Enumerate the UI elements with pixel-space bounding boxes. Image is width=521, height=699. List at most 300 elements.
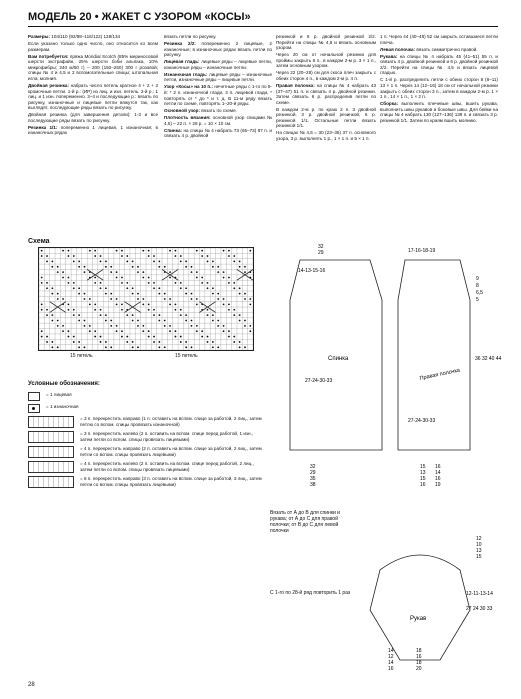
- purl-dot: [46, 261, 48, 263]
- sleeve-bottom-num: 20: [416, 666, 422, 672]
- purl-dot: [100, 287, 102, 289]
- purl-dot: [73, 336, 75, 338]
- purl-dot: [249, 330, 251, 332]
- purl-dot: [126, 336, 128, 338]
- purl-dot: [126, 255, 128, 257]
- purl-dot: [228, 255, 230, 257]
- col4-para: [380, 77, 498, 99]
- purl-dot: [94, 309, 96, 311]
- front-num: 8: [476, 283, 479, 289]
- purl-dot: [110, 271, 112, 273]
- para-heading: Спинка:: [164, 127, 184, 133]
- para-text: на спицы № 4 набрать 45 (41–51) 55 п. и связать 4 р. двойной резинкой и 6 р. двойной резинкой 2/2. Перейти на спицы № 4,5 и вязать лицевой гладью.: [380, 53, 498, 76]
- purl-dot: [105, 266, 107, 268]
- front-bottom-num: 13: [420, 470, 426, 476]
- purl-dot: [201, 277, 203, 279]
- col1-para: [28, 112, 158, 123]
- purl-dot: [73, 314, 75, 316]
- purl-dot: [57, 346, 59, 348]
- purl-dot: [158, 287, 160, 289]
- purl-dot: [73, 282, 75, 284]
- purl-dot: [180, 309, 182, 311]
- purl-dot: [158, 314, 160, 316]
- purl-dot: [41, 336, 43, 338]
- purl-dot: [196, 325, 198, 327]
- purl-dot: [68, 277, 70, 279]
- purl-dot: [228, 336, 230, 338]
- purl-dot: [132, 266, 134, 268]
- purl-dot: [94, 250, 96, 252]
- para-text: на спицы № 4 набрать 73 (65–73) 87 п. и связать 4 р. двойной: [164, 127, 272, 139]
- purl-dot: [207, 261, 209, 263]
- purl-dot: [239, 266, 241, 268]
- purl-dot: [78, 346, 80, 348]
- legend-item: [28, 416, 264, 428]
- para-text: Двойная резинка (для завершения детали): 1-3 и все последующие ряды вязать по рисунку.: [28, 112, 158, 123]
- purl-dot: [142, 325, 144, 327]
- purl-dot: [191, 298, 193, 300]
- purl-dot: [57, 293, 59, 295]
- para-text: Если указано только одно число, оно относится ко всем размерам.: [28, 40, 158, 52]
- col2-para: [164, 84, 272, 106]
- purl-dot: [132, 346, 134, 348]
- purl-dot: [68, 309, 70, 311]
- purl-dot: [217, 271, 219, 273]
- back-bottom3: 35: [310, 476, 316, 482]
- col3-para: [276, 130, 376, 141]
- purl-dot: [142, 277, 144, 279]
- purl-dot: [110, 325, 112, 327]
- purl-dot: [46, 336, 48, 338]
- col1-para: [28, 34, 158, 40]
- purl-dot: [126, 282, 128, 284]
- back-top2: 29: [318, 250, 324, 256]
- purl-dot: [217, 320, 219, 322]
- back-width: 27-24-30-33: [305, 378, 333, 384]
- col1-para: [28, 83, 158, 111]
- front-bottom-num: 15: [420, 464, 426, 470]
- purl-dot: [51, 293, 53, 295]
- purl-dot: [57, 320, 59, 322]
- purl-dot: [249, 325, 251, 327]
- para-heading: Размеры:: [28, 34, 52, 39]
- purl-dot: [41, 250, 43, 252]
- purl-dot: [94, 336, 96, 338]
- purl-dot: [100, 336, 102, 338]
- purl-dot: [57, 298, 59, 300]
- back-bottom2: 29: [310, 470, 316, 476]
- purl-dot: [89, 298, 91, 300]
- para-heading: Изнаночная гладь:: [164, 71, 210, 77]
- schematic-note2: [270, 590, 355, 620]
- legend-item: [28, 461, 264, 473]
- schematics: [270, 240, 510, 680]
- col1-para: [28, 125, 158, 136]
- purl-dot: [78, 266, 80, 268]
- purl-dot: [137, 325, 139, 327]
- purl-dot: [164, 320, 166, 322]
- legend-item: [28, 404, 264, 413]
- sleeve-num: 10: [476, 542, 482, 548]
- knitting-chart-grid: [39, 248, 253, 350]
- purl-dot: [169, 250, 171, 252]
- col2-para: [164, 115, 272, 126]
- purl-dot: [217, 346, 219, 348]
- purl-dot: [84, 266, 86, 268]
- para-heading: Правая полочка:: [276, 82, 317, 88]
- purl-dot: [233, 341, 235, 343]
- purl-dot: [207, 282, 209, 284]
- purl-dot: [175, 250, 177, 252]
- purl-dot: [142, 250, 144, 252]
- purl-dot: [153, 314, 155, 316]
- purl-dot: [62, 277, 64, 279]
- legend-text: = 1 изнаночная: [46, 404, 79, 409]
- front-width: 27-24-30-33: [408, 418, 436, 424]
- purl-dot: [78, 287, 80, 289]
- purl-dot: [142, 298, 144, 300]
- purl-dot: [153, 282, 155, 284]
- purl-dot: [212, 261, 214, 263]
- purl-dot: [68, 255, 70, 257]
- purl-dot: [73, 261, 75, 263]
- purl-dot: [116, 277, 118, 279]
- purl-dot: [73, 341, 75, 343]
- front-top: 17-16-18-19: [408, 248, 436, 254]
- purl-dot: [185, 266, 187, 268]
- purl-dot: [137, 293, 139, 295]
- purl-dot: [164, 293, 166, 295]
- purl-dot: [175, 330, 177, 332]
- purl-dot: [116, 303, 118, 305]
- purl-dot: [105, 293, 107, 295]
- purl-dot: [68, 250, 70, 252]
- para-text: на спицы № 4 набрать 43 (37–47) 51 п. и связать 4 р. двойной резинки. Затем связать 6 р. распределив петли по схеме.: [276, 82, 377, 105]
- purl-dot: [201, 336, 203, 338]
- purl-dot: [207, 255, 209, 257]
- purl-dot: [223, 325, 225, 327]
- purl-dot: [137, 298, 139, 300]
- purl-dot: [100, 261, 102, 263]
- purl-dot: [121, 330, 123, 332]
- para-text: набрать число петель кратное 4 + 2 + 2 кромочные петли. 1-й р.: (ИР) из лиц. и изн. петель. 2-й р.: 1 лиц. и 1 изн. попеременно. 3–4 и последующие р.: вязать по рисунку, изнаночные и лицевые петли вяжутся так, как выглядят, последующие ряды вязать по рисунку.: [28, 82, 159, 111]
- purl-dot: [68, 330, 70, 332]
- purl-dot: [84, 320, 86, 322]
- sleeve-bottom-num: 18: [416, 660, 422, 666]
- sleeve-num: 13: [476, 548, 482, 554]
- purl-dot: [116, 298, 118, 300]
- para-text: На спицах № 4,5 = 30 (23–35) 37 п. основного узора, 3 р. выполнять 1 р., 1 × 1 п. и 5 × 1 п.: [276, 130, 376, 142]
- purl-dot: [94, 330, 96, 332]
- purl-dot: [142, 330, 144, 332]
- purl-dot: [212, 266, 214, 268]
- purl-dot: [46, 314, 48, 316]
- purl-dot: [142, 271, 144, 273]
- purl-dot: [84, 271, 86, 273]
- purl-dot: [148, 250, 150, 252]
- purl-dot: [158, 346, 160, 348]
- purl-dot: [164, 298, 166, 300]
- para-text: основной узор спицами № 4,5) – 22 п. × 28 р. = 10 × 10 см.: [164, 115, 272, 126]
- knitting-chart: [38, 247, 254, 351]
- purl-dot: [110, 298, 112, 300]
- para-text: выполнить плечевые швы, вшить рукава, выполнить швы рукавов и боковые швы. Для бейки на спицы № 4 набрать 130 (127–136) 139 п. и связать 3 р. резинкой 1/1. Затем по краям вшить молнию.: [380, 101, 498, 123]
- purl-dot: [148, 277, 150, 279]
- purl-dot: [228, 303, 230, 305]
- purl-dot: [207, 336, 209, 338]
- purl-dot: [175, 303, 177, 305]
- purl-dot: [228, 250, 230, 252]
- purl-dot: [105, 261, 107, 263]
- para-heading: Левая полочка:: [380, 46, 417, 52]
- purl-dot: [175, 309, 177, 311]
- purl-dot: [185, 314, 187, 316]
- purl-dot: [126, 261, 128, 263]
- purl-dot: [105, 287, 107, 289]
- schematic-note: [270, 510, 355, 600]
- col3-para: [276, 83, 376, 105]
- purl-dot: [228, 330, 230, 332]
- purl-dot: [46, 255, 48, 257]
- purl-dot: [62, 298, 64, 300]
- purl-dot: [46, 282, 48, 284]
- purl-dot: [41, 330, 43, 332]
- purl-dot: [158, 293, 160, 295]
- para-text: пряжа Mondial Scotch (85% мериносовой шерсти экстрафайн, 25% шерсти бэби альпака, 10% микрофибры; 240 м/50 г) – 200 (150–250) 300 г розовой; спицы № 4 и 4,5 и 2 вспомогательные спицы; штопальная игла; молния.: [28, 53, 158, 81]
- para-text: Через 22 (20–28) см для скоса плеч закрыть с обеих сторон 4 п., в каждом 2-м р. 4 п.: [276, 70, 376, 81]
- col2-para: [164, 34, 272, 40]
- sleeve-bottom2-num: 14: [388, 648, 394, 654]
- purl-dot: [51, 341, 53, 343]
- para-heading: Основной узор:: [164, 108, 202, 114]
- front-bottom2-num: 16: [435, 464, 441, 470]
- purl-dot: [84, 293, 86, 295]
- purl-dot: [116, 330, 118, 332]
- purl-dot: [233, 287, 235, 289]
- purl-dot: [169, 325, 171, 327]
- purl-dot: [105, 346, 107, 348]
- purl-dot: [244, 320, 246, 322]
- front-bottom-num: 15: [420, 476, 426, 482]
- purl-dot: [180, 282, 182, 284]
- purl-dot: [68, 303, 70, 305]
- purl-dot: [62, 250, 64, 252]
- para-text: Через 20 см от начальной резинки для проймы закрыть 6 п., в каждом 2-м р. 3 × 1 п., затем основным узором.: [276, 52, 376, 69]
- page-number: 28: [28, 682, 35, 688]
- legend-symbol-icon: [28, 404, 40, 413]
- purl-dot: [100, 314, 102, 316]
- schematic-note2-text: С 1-го по 28-й ряд повторить 1 раз: [270, 590, 351, 596]
- purl-dot: [105, 314, 107, 316]
- purl-dot: [68, 336, 70, 338]
- purl-dot: [153, 336, 155, 338]
- col4-para: [380, 47, 498, 53]
- col3-para: [276, 70, 376, 81]
- para-text: резинкой и 6 р. двойной резинкой 2/2. Перейти на спицы № 4,5 и вязать основным узором.: [276, 34, 376, 51]
- back-top1: 32: [318, 244, 324, 250]
- front-num: 9: [476, 276, 479, 282]
- para-text: 104/110 (92/98–116/122) 128/134: [51, 34, 121, 39]
- para-text: В каждом 2-м р. по краю 2 п. 3 двойной резинкой, 3 р. двойной резинкой, 6 р. резинкой 1/1. Остальные петли вязать резинкой 1/1.: [276, 106, 376, 129]
- purl-dot: [158, 341, 160, 343]
- purl-dot: [196, 277, 198, 279]
- para-text: С 1-й р. распределить петли с обеих сторон 8 (8–11) 13 × 1 п. Через 14 (12–16) 18 см от начальной резинки закрыть с обеих сторон 3 п., затем в каждом 2-м р. 1 × 1 п., 14 × 1 п., 1 × 2 п.: [380, 77, 498, 100]
- legend-title: Условные обозначения:: [28, 381, 100, 387]
- purl-dot: [233, 255, 235, 257]
- front-side: 36 32 40 44: [475, 356, 502, 362]
- back-bottom4: 38: [310, 482, 316, 488]
- purl-dot: [57, 271, 59, 273]
- para-heading: Сборка:: [380, 101, 402, 107]
- purl-dot: [196, 330, 198, 332]
- purl-dot: [110, 266, 112, 268]
- sleeve-bottom-num: 16: [416, 654, 422, 660]
- purl-dot: [121, 309, 123, 311]
- front-bottom2-num: 14: [435, 470, 441, 476]
- purl-dot: [201, 250, 203, 252]
- purl-dot: [180, 336, 182, 338]
- sleeve-bottom2-num: 16: [388, 666, 394, 672]
- purl-dot: [164, 325, 166, 327]
- para-heading: Резинка 2/2:: [164, 40, 202, 46]
- purl-dot: [148, 309, 150, 311]
- purl-dot: [73, 309, 75, 311]
- sleeve-label: Рукав: [410, 616, 427, 622]
- purl-dot: [132, 287, 134, 289]
- para-heading: Двойная резинка:: [28, 82, 71, 88]
- purl-dot: [126, 287, 128, 289]
- purl-dot: [207, 287, 209, 289]
- col2-para: [164, 108, 272, 114]
- para-text: вязать симметрично правой.: [416, 46, 478, 52]
- purl-dot: [233, 282, 235, 284]
- purl-dot: [212, 346, 214, 348]
- purl-dot: [185, 261, 187, 263]
- para-text: попеременно 2 лицевые, 2 изнаночные; в изнаночных рядах вязать петли по рисунку.: [164, 40, 272, 58]
- purl-dot: [89, 303, 91, 305]
- schematic-note-text: Вязать от А до В для спинки и рукава; от А до С для правой полочки; от В до С для левой полочки: [270, 510, 340, 534]
- sleeve-num: 15: [476, 554, 482, 560]
- chart-foot-left: 15 петель: [70, 353, 93, 359]
- purl-dot: [239, 346, 241, 348]
- purl-dot: [249, 298, 251, 300]
- purl-dot: [223, 250, 225, 252]
- purl-dot: [207, 341, 209, 343]
- purl-dot: [148, 282, 150, 284]
- purl-dot: [148, 255, 150, 257]
- purl-dot: [185, 287, 187, 289]
- purl-dot: [228, 309, 230, 311]
- purl-dot: [132, 293, 134, 295]
- purl-dot: [249, 303, 251, 305]
- purl-dot: [212, 293, 214, 295]
- para-heading: Лицевая гладь:: [164, 59, 202, 65]
- legend-item: [28, 446, 264, 458]
- col2-para: [164, 59, 272, 70]
- purl-dot: [239, 341, 241, 343]
- back-label: Спинка: [328, 356, 349, 362]
- purl-dot: [244, 293, 246, 295]
- purl-dot: [73, 287, 75, 289]
- purl-dot: [185, 346, 187, 348]
- purl-dot: [137, 271, 139, 273]
- purl-dot: [137, 320, 139, 322]
- purl-dot: [51, 266, 53, 268]
- purl-dot: [212, 314, 214, 316]
- purl-dot: [148, 303, 150, 305]
- purl-dot: [175, 282, 177, 284]
- purl-dot: [153, 255, 155, 257]
- purl-dot: [41, 255, 43, 257]
- col3-para: [276, 34, 376, 51]
- purl-dot: [212, 320, 214, 322]
- purl-dot: [244, 346, 246, 348]
- purl-dot: [233, 309, 235, 311]
- purl-dot: [100, 341, 102, 343]
- legend-text: = 3 п. перекрестить направо (1 п. оставить на вспом. спице за работой, 2 лиц., затем петлю со вспом. спицы провязать изнаночной): [80, 416, 262, 427]
- purl-dot: [41, 282, 43, 284]
- purl-dot: [78, 293, 80, 295]
- purl-dot: [78, 320, 80, 322]
- text-column-4: [380, 34, 498, 125]
- para-text: лицевые ряды – лицевые петли, изнаночные ряды – изнаночные петли.: [164, 59, 272, 70]
- purl-dot: [153, 309, 155, 311]
- purl-dot: [94, 255, 96, 257]
- purl-dot: [158, 261, 160, 263]
- purl-dot: [180, 314, 182, 316]
- legend-symbol-icon: [28, 476, 74, 488]
- purl-dot: [228, 282, 230, 284]
- purl-dot: [148, 336, 150, 338]
- purl-dot: [84, 298, 86, 300]
- legend-text: = 1 лицевая: [46, 392, 72, 397]
- purl-dot: [110, 320, 112, 322]
- purl-dot: [126, 341, 128, 343]
- col3-para: [276, 107, 376, 129]
- para-heading: Узор «Косы» на 10 п.:: [164, 84, 215, 90]
- purl-dot: [84, 346, 86, 348]
- front-num: 5: [476, 297, 479, 303]
- purl-dot: [126, 314, 128, 316]
- purl-dot: [89, 250, 91, 252]
- purl-dot: [180, 261, 182, 263]
- purl-dot: [116, 250, 118, 252]
- purl-dot: [78, 261, 80, 263]
- purl-dot: [153, 287, 155, 289]
- sleeve-bottom2-num: 14: [388, 660, 394, 666]
- purl-dot: [169, 277, 171, 279]
- purl-dot: [223, 271, 225, 273]
- text-column-2: [164, 34, 272, 140]
- purl-dot: [185, 320, 187, 322]
- purl-dot: [180, 341, 182, 343]
- col4-para: [380, 34, 498, 45]
- purl-dot: [233, 336, 235, 338]
- purl-dot: [191, 320, 193, 322]
- legend-symbol-icon: [28, 461, 74, 473]
- purl-dot: [217, 266, 219, 268]
- purl-dot: [142, 303, 144, 305]
- sleeve-top: 12-11-13-14: [466, 591, 493, 597]
- purl-dot: [164, 266, 166, 268]
- purl-dot: [217, 293, 219, 295]
- purl-dot: [57, 266, 59, 268]
- purl-dot: [121, 250, 123, 252]
- purl-dot: [185, 293, 187, 295]
- col4-para: [380, 54, 498, 76]
- para-text: вязать по схеме.: [201, 108, 237, 114]
- para-text: попеременно 1 лицевая, 1 изнаночная; в изнаночных рядах: [28, 124, 158, 136]
